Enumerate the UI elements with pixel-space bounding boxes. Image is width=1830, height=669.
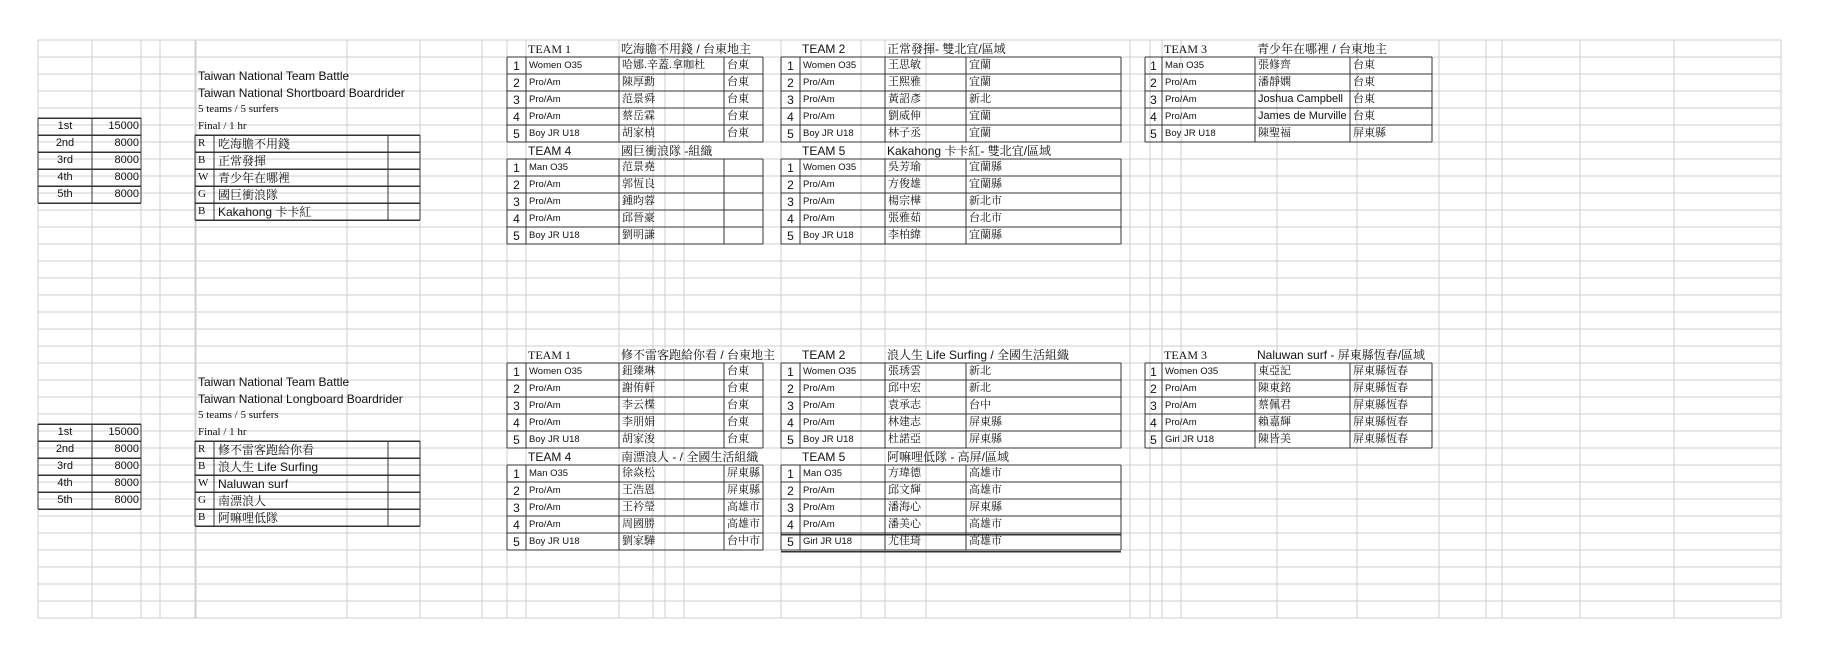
member-name: 陳皆美 bbox=[1258, 433, 1291, 445]
prize-place: 4th bbox=[57, 171, 73, 184]
member-city: 新北 bbox=[969, 365, 991, 377]
finalist-name: 吃海膽不用錢 bbox=[218, 137, 291, 152]
member-number: 1 bbox=[513, 161, 520, 175]
member-city: 宜蘭縣 bbox=[969, 178, 1002, 190]
member-division: Man O35 bbox=[529, 162, 569, 173]
team-name: 正常發揮- 雙北宜/區域 bbox=[887, 42, 1006, 56]
member-division: Man O35 bbox=[803, 468, 843, 479]
member-name: 方瑋德 bbox=[888, 467, 921, 479]
member-number: 3 bbox=[513, 93, 520, 107]
prize-amount: 15000 bbox=[108, 426, 139, 439]
member-division: Pro/Am bbox=[803, 179, 835, 190]
member-name: 劉威伸 bbox=[888, 110, 921, 122]
finalist-color: B bbox=[198, 154, 206, 167]
member-division: Women O35 bbox=[1165, 366, 1219, 377]
member-name: 黃詔彥 bbox=[888, 93, 921, 105]
member-name: 王衿瑩 bbox=[622, 501, 655, 513]
member-city: 台北市 bbox=[969, 212, 1002, 224]
member-division: Pro/Am bbox=[803, 94, 835, 105]
member-city: 台東 bbox=[1353, 93, 1375, 105]
member-city: 台東 bbox=[727, 110, 749, 122]
member-number: 2 bbox=[787, 178, 794, 192]
member-name: 潘靜嫻 bbox=[1258, 76, 1291, 88]
member-city: 台中市 bbox=[727, 535, 760, 547]
member-city: 宜蘭 bbox=[969, 76, 991, 88]
member-division: Pro/Am bbox=[803, 196, 835, 207]
prize-amount: 8000 bbox=[114, 137, 139, 150]
member-name: 李朋娟 bbox=[622, 416, 655, 428]
member-city: 台東 bbox=[727, 59, 749, 71]
finalist-color: B bbox=[198, 205, 206, 218]
member-city: 屏東縣恆春 bbox=[1353, 416, 1408, 428]
prize-amount: 8000 bbox=[114, 443, 139, 456]
member-city: 屏東縣 bbox=[1353, 127, 1386, 139]
member-number: 3 bbox=[787, 195, 794, 209]
member-division: Boy JR U18 bbox=[529, 230, 580, 241]
member-city: 台東 bbox=[727, 93, 749, 105]
member-city: 屏東縣恆春 bbox=[1353, 433, 1408, 445]
member-name: 尤佳琦 bbox=[888, 535, 921, 547]
member-division: Pro/Am bbox=[803, 383, 835, 394]
member-division: Pro/Am bbox=[1165, 417, 1197, 428]
member-name: 劉明謙 bbox=[622, 229, 655, 241]
member-division: Pro/Am bbox=[529, 485, 561, 496]
member-division: Pro/Am bbox=[529, 179, 561, 190]
member-city: 台東 bbox=[727, 76, 749, 88]
prize-amount: 8000 bbox=[114, 494, 139, 507]
member-division: Women O35 bbox=[529, 60, 583, 71]
finalist-color: R bbox=[198, 137, 206, 150]
member-number: 1 bbox=[787, 467, 794, 481]
team-name: 國巨衝浪隊 -組織 bbox=[621, 144, 713, 158]
member-city: 台東 bbox=[1353, 59, 1375, 71]
member-name: 范景堯 bbox=[622, 161, 655, 173]
member-name: 邱晉豪 bbox=[622, 212, 655, 224]
member-division: Boy JR U18 bbox=[529, 536, 580, 547]
member-city: 新北市 bbox=[969, 195, 1002, 207]
member-division: Pro/Am bbox=[529, 400, 561, 411]
member-name: 蔡岳霖 bbox=[622, 110, 655, 122]
member-division: Pro/Am bbox=[803, 400, 835, 411]
member-name: 潘美心 bbox=[888, 518, 921, 530]
prize-place: 4th bbox=[57, 477, 73, 490]
member-division: Pro/Am bbox=[529, 519, 561, 530]
finalist-name: Naluwan surf bbox=[218, 477, 289, 492]
member-city: 台中 bbox=[969, 399, 991, 411]
member-city: 台東 bbox=[727, 127, 749, 139]
finalist-color: G bbox=[198, 188, 206, 201]
team-name: Kakahong 卡卡紅- 雙北宜/區域 bbox=[887, 144, 1052, 158]
member-number: 1 bbox=[513, 467, 520, 481]
member-city: 台東 bbox=[727, 382, 749, 394]
member-number: 4 bbox=[513, 518, 520, 532]
finalist-color: G bbox=[198, 494, 206, 507]
member-name: 王熙雅 bbox=[888, 76, 921, 88]
member-name: 徐焱松 bbox=[622, 467, 655, 479]
member-division: Pro/Am bbox=[529, 196, 561, 207]
member-division: Women O35 bbox=[803, 162, 857, 173]
member-name: 蔡佩君 bbox=[1258, 399, 1291, 411]
member-city: 屏東縣 bbox=[969, 416, 1002, 428]
member-number: 3 bbox=[787, 399, 794, 413]
finalist-name: 青少年在哪裡 bbox=[218, 171, 291, 186]
team-label: TEAM 2 bbox=[802, 42, 846, 56]
member-number: 2 bbox=[513, 382, 520, 396]
prize-place: 5th bbox=[57, 494, 73, 507]
member-name: 張琇雲 bbox=[888, 365, 921, 377]
member-division: Pro/Am bbox=[529, 77, 561, 88]
member-division: Pro/Am bbox=[529, 94, 561, 105]
member-city: 宜蘭 bbox=[969, 127, 991, 139]
team-name: 浪人生 Life Surfing / 全國生活組織 bbox=[887, 348, 1070, 362]
member-name: 胡家楨 bbox=[622, 127, 655, 139]
member-division: Pro/Am bbox=[803, 485, 835, 496]
prize-place: 1st bbox=[57, 120, 73, 133]
member-number: 3 bbox=[513, 195, 520, 209]
member-name: 李柏緯 bbox=[888, 229, 921, 241]
member-name: 林建志 bbox=[888, 416, 921, 428]
member-division: Pro/Am bbox=[1165, 383, 1197, 394]
member-division: Pro/Am bbox=[1165, 400, 1197, 411]
member-division: Pro/Am bbox=[803, 77, 835, 88]
team-label: TEAM 4 bbox=[528, 144, 572, 158]
member-number: 4 bbox=[787, 212, 794, 226]
member-number: 1 bbox=[787, 161, 794, 175]
final-label: Final / 1 hr bbox=[198, 426, 247, 439]
member-number: 3 bbox=[513, 399, 520, 413]
team-name: 阿嘛哩低隊 - 高屏/區域 bbox=[887, 450, 1009, 464]
finalist-name: 南漂浪人 bbox=[218, 494, 267, 509]
team-name: 南漂浪人 - / 全國生活組織 bbox=[621, 450, 759, 464]
member-name: 方俊雄 bbox=[888, 178, 921, 190]
member-number: 4 bbox=[787, 110, 794, 124]
member-number: 5 bbox=[787, 229, 794, 243]
section-title: Taiwan National Team Battle bbox=[198, 69, 350, 84]
member-division: Pro/Am bbox=[803, 111, 835, 122]
member-city: 新北 bbox=[969, 382, 991, 394]
member-city: 屏東縣恆春 bbox=[1353, 365, 1408, 377]
team-format: 5 teams / 5 surfers bbox=[198, 409, 279, 422]
member-division: Pro/Am bbox=[803, 213, 835, 224]
member-city: 台東 bbox=[727, 416, 749, 428]
member-name: 周國勝 bbox=[622, 518, 655, 530]
member-number: 4 bbox=[1150, 416, 1157, 430]
finalist-name: Kakahong 卡卡紅 bbox=[218, 205, 312, 220]
member-number: 3 bbox=[1150, 399, 1157, 413]
member-name: Joshua Campbell bbox=[1258, 93, 1343, 105]
member-number: 2 bbox=[513, 76, 520, 90]
member-number: 1 bbox=[513, 365, 520, 379]
member-number: 5 bbox=[1150, 127, 1157, 141]
member-division: Boy JR U18 bbox=[529, 128, 580, 139]
member-number: 5 bbox=[513, 535, 520, 549]
member-name: 張雅茹 bbox=[888, 212, 921, 224]
prize-amount: 15000 bbox=[108, 120, 139, 133]
member-division: Pro/Am bbox=[803, 519, 835, 530]
section-title: Taiwan National Team Battle bbox=[198, 375, 350, 390]
team-label: TEAM 1 bbox=[528, 42, 571, 56]
member-division: Pro/Am bbox=[529, 111, 561, 122]
member-name: 楊宗樺 bbox=[888, 195, 921, 207]
finalist-color: W bbox=[198, 171, 209, 184]
member-name: 郭恆良 bbox=[622, 178, 655, 190]
prize-place: 1st bbox=[57, 426, 73, 439]
team-name: 青少年在哪裡 / 台東地主 bbox=[1257, 42, 1388, 56]
member-city: 宜蘭縣 bbox=[969, 161, 1002, 173]
team-name: Naluwan surf - 屏東縣恆春/區域 bbox=[1257, 348, 1426, 362]
team-label: TEAM 2 bbox=[802, 348, 846, 362]
member-name: 鈕臻琳 bbox=[622, 365, 655, 377]
member-number: 5 bbox=[787, 127, 794, 141]
member-number: 5 bbox=[787, 433, 794, 447]
member-division: Pro/Am bbox=[529, 383, 561, 394]
member-name: 袁承志 bbox=[888, 399, 921, 411]
member-city: 屏東縣恆春 bbox=[1353, 382, 1408, 394]
member-division: Boy JR U18 bbox=[803, 434, 854, 445]
member-name: 東亞記 bbox=[1258, 365, 1291, 377]
member-number: 3 bbox=[787, 501, 794, 515]
member-number: 2 bbox=[787, 484, 794, 498]
section-subtitle: Taiwan National Longboard Boardrider bbox=[198, 392, 403, 407]
member-division: Women O35 bbox=[803, 60, 857, 71]
member-number: 1 bbox=[1150, 59, 1157, 73]
member-name: 杜諾亞 bbox=[888, 433, 921, 445]
prize-place: 2nd bbox=[55, 137, 75, 150]
member-division: Boy JR U18 bbox=[803, 128, 854, 139]
finalist-name: 國巨衝浪隊 bbox=[218, 188, 279, 203]
member-name: 陳東銘 bbox=[1258, 382, 1291, 394]
team-label: TEAM 5 bbox=[802, 450, 846, 464]
member-name: 劉家驊 bbox=[622, 535, 655, 547]
member-city: 屏東縣 bbox=[727, 484, 760, 496]
member-name: 賴嘉輝 bbox=[1258, 416, 1291, 428]
member-division: Boy JR U18 bbox=[1165, 128, 1216, 139]
member-name: 王浩恩 bbox=[622, 484, 655, 496]
member-name: 王思敏 bbox=[888, 59, 921, 71]
section-subtitle: Taiwan National Shortboard Boardrider bbox=[198, 86, 405, 101]
finalist-color: W bbox=[198, 477, 209, 490]
team-label: TEAM 3 bbox=[1164, 42, 1207, 56]
member-division: Women O35 bbox=[803, 366, 857, 377]
member-name: 邱文輝 bbox=[888, 484, 921, 496]
finalist-name: 正常發揮 bbox=[218, 154, 267, 169]
member-city: 台東 bbox=[1353, 76, 1375, 88]
member-number: 3 bbox=[787, 93, 794, 107]
final-label: Final / 1 hr bbox=[198, 120, 247, 133]
team-name: 吃海膽不用錢 / 台東地主 bbox=[621, 42, 752, 56]
member-division: Pro/Am bbox=[529, 502, 561, 513]
member-number: 2 bbox=[513, 178, 520, 192]
member-city: 台東 bbox=[727, 433, 749, 445]
prize-place: 3rd bbox=[57, 154, 73, 167]
member-division: Man O35 bbox=[529, 468, 569, 479]
member-name: 張修齊 bbox=[1258, 59, 1291, 71]
member-city: 台東 bbox=[1353, 110, 1375, 122]
member-division: Pro/Am bbox=[1165, 94, 1197, 105]
member-name: 陳聖福 bbox=[1258, 127, 1291, 139]
member-division: Pro/Am bbox=[803, 502, 835, 513]
member-city: 屏東縣恆春 bbox=[1353, 399, 1408, 411]
member-city: 屏東縣 bbox=[727, 467, 760, 479]
member-city: 宜蘭縣 bbox=[969, 229, 1002, 241]
member-number: 1 bbox=[513, 59, 520, 73]
finalist-name: 阿嘛哩低隊 bbox=[218, 511, 279, 526]
member-city: 高雄市 bbox=[969, 467, 1002, 479]
team-format: 5 teams / 5 surfers bbox=[198, 103, 279, 116]
member-number: 2 bbox=[1150, 382, 1157, 396]
member-number: 4 bbox=[513, 212, 520, 226]
member-number: 5 bbox=[513, 229, 520, 243]
member-city: 宜蘭 bbox=[969, 59, 991, 71]
member-division: Pro/Am bbox=[1165, 77, 1197, 88]
member-city: 高雄市 bbox=[969, 518, 1002, 530]
member-division: Pro/Am bbox=[803, 417, 835, 428]
member-division: Man O35 bbox=[1165, 60, 1205, 71]
member-city: 屏東縣 bbox=[969, 501, 1002, 513]
member-name: James de Murville bbox=[1258, 110, 1347, 122]
member-city: 高雄市 bbox=[727, 501, 760, 513]
member-city: 新北 bbox=[969, 93, 991, 105]
member-number: 4 bbox=[787, 518, 794, 532]
member-division: Boy JR U18 bbox=[529, 434, 580, 445]
member-city: 高雄市 bbox=[969, 535, 1002, 547]
member-division: Women O35 bbox=[529, 366, 583, 377]
team-label: TEAM 5 bbox=[802, 144, 846, 158]
prize-amount: 8000 bbox=[114, 171, 139, 184]
member-number: 1 bbox=[787, 365, 794, 379]
member-number: 1 bbox=[787, 59, 794, 73]
member-name: 范景舜 bbox=[622, 93, 655, 105]
member-number: 5 bbox=[513, 127, 520, 141]
member-name: 謝侑軒 bbox=[622, 382, 655, 394]
prize-amount: 8000 bbox=[114, 154, 139, 167]
member-city: 宜蘭 bbox=[969, 110, 991, 122]
member-division: Pro/Am bbox=[529, 213, 561, 224]
prize-amount: 8000 bbox=[114, 477, 139, 490]
prize-place: 5th bbox=[57, 188, 73, 201]
member-number: 5 bbox=[787, 535, 794, 549]
finalist-name: 修不雷客跑給你看 bbox=[218, 443, 315, 458]
member-number: 3 bbox=[1150, 93, 1157, 107]
finalist-name: 浪人生 Life Surfing bbox=[218, 460, 319, 475]
team-label: TEAM 3 bbox=[1164, 348, 1207, 362]
member-city: 屏東縣 bbox=[969, 433, 1002, 445]
member-number: 4 bbox=[513, 416, 520, 430]
member-name: 邱中宏 bbox=[888, 382, 921, 394]
member-division: Girl JR U18 bbox=[1165, 434, 1215, 445]
member-number: 2 bbox=[1150, 76, 1157, 90]
member-name: 潘海心 bbox=[888, 501, 921, 513]
team-label: TEAM 1 bbox=[528, 348, 571, 362]
member-number: 5 bbox=[513, 433, 520, 447]
member-name: 吳芳瑜 bbox=[888, 161, 921, 173]
member-name: 哈娜.辛蓋.拿咖杜 bbox=[622, 59, 706, 71]
member-division: Pro/Am bbox=[529, 417, 561, 428]
member-city: 高雄市 bbox=[969, 484, 1002, 496]
team-name: 修不雷客跑給你看 / 台東地主 bbox=[621, 348, 776, 362]
member-name: 陳厚勳 bbox=[622, 76, 655, 88]
member-name: 鍾昀蓉 bbox=[622, 195, 655, 207]
member-name: 林子丞 bbox=[888, 127, 921, 139]
member-number: 3 bbox=[513, 501, 520, 515]
member-name: 李云楪 bbox=[622, 399, 655, 411]
prize-place: 3rd bbox=[57, 460, 73, 473]
member-city: 台東 bbox=[727, 399, 749, 411]
member-name: 胡家浚 bbox=[622, 433, 655, 445]
member-number: 2 bbox=[787, 382, 794, 396]
prize-amount: 8000 bbox=[114, 188, 139, 201]
member-city: 高雄市 bbox=[727, 518, 760, 530]
prize-place: 2nd bbox=[55, 443, 75, 456]
team-label: TEAM 4 bbox=[528, 450, 572, 464]
member-number: 1 bbox=[1150, 365, 1157, 379]
member-division: Boy JR U18 bbox=[803, 230, 854, 241]
finalist-color: B bbox=[198, 460, 206, 473]
member-number: 2 bbox=[513, 484, 520, 498]
prize-amount: 8000 bbox=[114, 460, 139, 473]
member-number: 4 bbox=[513, 110, 520, 124]
member-number: 4 bbox=[787, 416, 794, 430]
member-division: Pro/Am bbox=[1165, 111, 1197, 122]
finalist-color: B bbox=[198, 511, 206, 524]
member-number: 2 bbox=[787, 76, 794, 90]
member-division: Girl JR U18 bbox=[803, 536, 853, 547]
finalist-color: R bbox=[198, 443, 206, 456]
member-number: 5 bbox=[1150, 433, 1157, 447]
member-number: 4 bbox=[1150, 110, 1157, 124]
member-city: 台東 bbox=[727, 365, 749, 377]
